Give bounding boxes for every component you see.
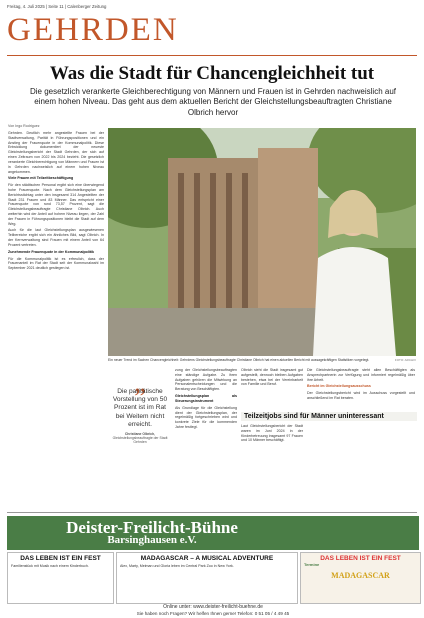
ad-center-title: MADAGASCAR – A MUSICAL ADVENTURE [140,555,274,562]
quote-author: Christiane Olbrich, [124,432,156,437]
ad-center [116,552,298,604]
article-column-5 [307,368,415,508]
column-paragraph: zung der Gleichstellungsbeauftragten eine ständige Aufgabe. Zu ihren Aufgaben gehören die Mitwirkung an Personalentscheidungen und die Beratung von Beschäftigten. [175,368,237,392]
article-headline: Was die Stadt für Chancengleichheit tut [49,63,375,84]
column-paragraph: Der Gleichstellungsbericht wird im Ausschuss vorgestellt und anschließend im Rat beraten. [307,391,415,401]
column-paragraph: Die Gleichstellungsbeauftragte steht allen Beschäftigten als Ansprechpartnerin zur Verfügung und informiert regelmäßig über ihre Arbeit. [307,368,415,382]
footer-line-1: Online unter: www.deister-freilicht-buehne.de [163,604,263,610]
column-paragraph: Olbrich sieht die Stadt insgesamt gut aufgestellt, dennoch bleiben Aufgaben bestehen, etwa bei der Vereinbarkeit von Familie und Beruf. [241,368,303,387]
ad-banner [7,516,419,550]
ad-left-body: Familienstück mit Musik nach einem Kinderbuch. [11,564,89,568]
article-photo [108,128,416,356]
ad-right [300,552,421,604]
section-rule [7,55,417,56]
photo-illustration [108,128,416,356]
ad-banner-subtitle: Barsinghausen e.V. [107,534,197,546]
photo-caption: Ein neuer Trend im Sachen Chancengleichheit: Gehrdens Gleichstellungsbeauftragte Christiane Olbrich hat einen aktuellen Bericht mit aussagekräftigen Statistiken vorgelegt. [108,358,370,362]
pull-quote [110,370,170,444]
photo-credit: FOTO: ARCHIV [394,358,416,362]
article-column-1 [8,131,104,431]
quote-text: Die paritätische Vorstellung von 50 Prozent ist im Rat bei Weitem nicht erreicht. [112,388,168,428]
ad-left-title: DAS LEBEN IST EIN FEST [20,555,101,562]
article-column-3 [175,368,237,508]
ad-center-body: Alex, Marty, Melman und Gloria leben im Central Park Zoo in New York. [120,564,234,568]
quote-mark-icon: „ [134,368,146,397]
ad-right-termine-label: Termine [304,562,320,567]
infobox-title: Teilzeitjobs sind für Männer uninteressant [241,412,417,421]
section-title: GEHRDEN [7,12,179,48]
column-paragraph: Gehrden. Deutlich mehr angestellte Frauen bei der Stadtverwaltung, Parität in Führungspositionen und ein Anstieg der Frauenquote in der Kommunalpolitik. Diese Entwicklung dokumentiert der neueste Gleichstellungsbericht der Stadt Gehrden, der sich auf einen Zeitraum von 2022 bis 2024 bezieht. Die gesetzlich verankerte Gleichberechtigung von Männern und Frauen ist in Gehrden nachweislich auf einem hohen Niveau angekommen. [8,131,104,174]
column-paragraph: Für die Kommunalpolitik ist es erfreulich, dass der Frauenanteil im Rat der Stadt seit der Kommunalwahl im September 2021 deutlich gestiegen ist. [8,256,104,271]
column-paragraph: Auch für die laut Gleichstellungsplan ausgewiesenen Teilbereiche ergibt sich ein ähnliches Bild, sagt Olbrich. In der Kernverwaltung sind Frauen mit einem Anteil von 64 Prozent vertreten. [8,228,104,247]
column-paragraph: Für den städtischen Personal ergibt sich eine überwiegend hohe Frauenquote. Nach dem Gleichstellungsplan am Berichtsstichtag unter den insgesamt 314 Angestellten der Stadt 231 Frauen und 83 Männer. Das entspricht einer Frauenquote von rund 73,57 Prozent, sagt die Gleichstellungsbeauftragte Christiane Olbrich. Auch weiterhin wird der Anteil auf hohem Niveau liegen, der Zahl der Frauen in Führungspositionen bleibt die Stadt auf dem Weg. [8,183,104,226]
ad-separator [7,512,417,513]
ad-left [7,552,114,604]
column-subheading: Viele Frauen mit Teilzeitbeschäftigung [8,176,74,181]
ad-banner-title: Deister-Freilicht-Bühne [66,518,238,537]
infobox-text: Laut Gleichstellungsbericht der Stadt waren im Juni 2024 in der Kinderbetreuung insgesamt 97 Frauen und 10 Männer beschäftigt. [241,424,303,443]
column-paragraph: Als Grundlage für die Gleichstellung dient der Gleichstellungsplan, der regelmäßig fortgeschrieben wird und konkrete Ziele für die kommenden Jahre festlegt. [175,405,237,429]
ad-right-title: DAS LEBEN IST EIN FEST [320,555,401,562]
column-subheading: Zunehmende Frauenquote in der Kommunalpolitik [8,249,95,254]
article-byline: Von Ingo Rodriguez [8,124,40,128]
page-meta: Freitag, 4. Juli 2025 | Seite 11 | Calenberger Zeitung [7,4,107,9]
footer-line-2: Sie haben noch Fragen? Wir helfen Ihnen gerne! Telefon: 0 51 05 / 4 49 45 [136,611,290,616]
quote-author-role: Gleichstellungsbeauftragte der Stadt Gehrden [112,436,168,445]
ad-right-logo: MADAGASCAR [331,571,390,580]
column-subheading: Bericht im Gleichstellungsausschuss [307,384,371,389]
column-subheading: Gleichstellungsplan als Steuerungsinstrument [175,394,237,403]
article-subtitle: Die gesetzlich verankerte Gleichberechtigung von Männern und Frauen ist in Gehrden nachweislich auf einem hohen Niveau. Das geht aus dem aktuellen Bericht der Gleichstellungsbeauftragten Christiane Olbrich hervor [30,87,396,117]
article-column-4 [241,368,303,410]
